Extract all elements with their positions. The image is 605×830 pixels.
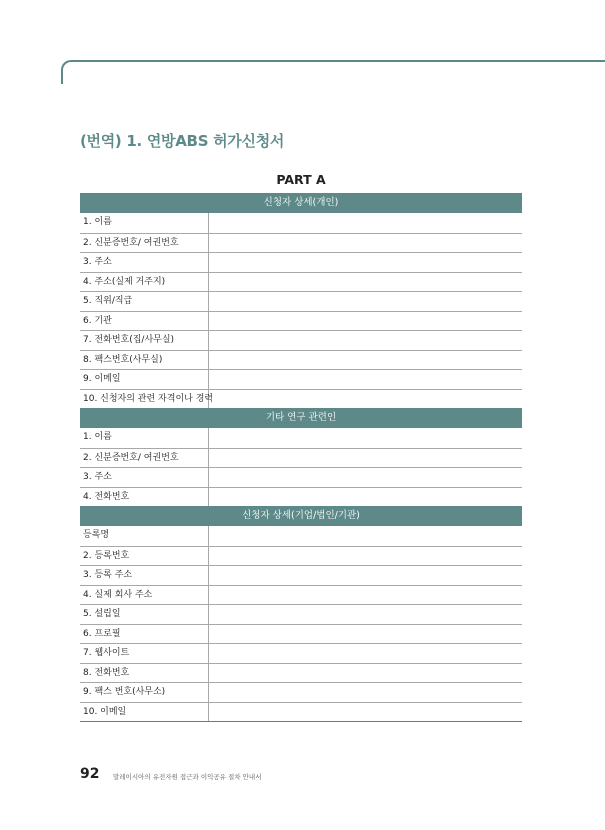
section-header-individual: 신청자 상세(개인)	[80, 193, 522, 213]
table-row	[80, 389, 522, 409]
field-label: 9. 팩스 번호(사무소)	[80, 683, 209, 702]
field-value	[209, 488, 522, 507]
table-row	[80, 643, 522, 663]
table-row	[80, 663, 522, 683]
table-row	[80, 526, 522, 546]
field-label: 3. 주소	[80, 253, 209, 272]
field-value	[209, 683, 522, 702]
field-label: 3. 등록 주소	[80, 566, 209, 585]
field-label: 7. 전화번호(집/사무실)	[80, 331, 209, 350]
table-row	[80, 330, 522, 350]
field-value	[209, 312, 522, 331]
field-label: 6. 프로필	[80, 625, 209, 644]
field-value	[209, 331, 522, 350]
table-row	[80, 311, 522, 331]
page-number: 92	[80, 766, 100, 782]
field-value	[209, 428, 522, 448]
field-value	[209, 644, 522, 663]
field-label: 4. 실제 회사 주소	[80, 586, 209, 605]
page-corner-decoration	[61, 60, 605, 84]
field-value	[209, 213, 522, 233]
field-label: 4. 전화번호	[80, 488, 209, 507]
table-row	[80, 487, 522, 507]
footer-text: 말레이시아의 유전자원 접근과 이익공유 절차 안내서	[113, 773, 262, 781]
field-label: 4. 주소(실제 거주지)	[80, 273, 209, 292]
field-value	[209, 526, 522, 546]
table-row	[80, 272, 522, 292]
field-label: 7. 웹사이트	[80, 644, 209, 663]
table-row	[80, 350, 522, 370]
field-label: 8. 전화번호	[80, 664, 209, 683]
field-label: 2. 신분증번호/ 여권번호	[80, 234, 209, 253]
field-value	[209, 547, 522, 566]
field-label: 10. 이메일	[80, 703, 209, 722]
field-value	[209, 253, 522, 272]
table-row	[80, 448, 522, 468]
table-row	[80, 291, 522, 311]
table-row	[80, 252, 522, 272]
field-value	[209, 586, 522, 605]
table-row	[80, 467, 522, 487]
table-row	[80, 565, 522, 585]
field-value	[209, 370, 522, 389]
table-row	[80, 369, 522, 389]
section-header-related-persons: 기타 연구 관련인	[80, 408, 522, 428]
field-label: 9. 이메일	[80, 370, 209, 389]
table-row	[80, 585, 522, 605]
field-label: 5. 설립일	[80, 605, 209, 624]
field-value	[209, 449, 522, 468]
table-row	[80, 213, 522, 233]
field-label: 3. 주소	[80, 468, 209, 487]
field-label: 1. 이름	[80, 213, 209, 233]
field-value	[209, 390, 522, 409]
field-label: 등록명	[80, 526, 209, 546]
table-row	[80, 604, 522, 624]
table-row	[80, 682, 522, 702]
application-form-table	[80, 193, 522, 722]
field-value	[209, 664, 522, 683]
table-row	[80, 546, 522, 566]
field-value	[209, 351, 522, 370]
field-value	[209, 234, 522, 253]
field-value	[209, 625, 522, 644]
page-title: (번역) 1. 연방ABS 허가신청서	[80, 132, 285, 150]
field-label: 1. 이름	[80, 428, 209, 448]
table-row	[80, 428, 522, 448]
field-value	[209, 468, 522, 487]
field-label: 8. 팩스번호(사무실)	[80, 351, 209, 370]
field-value	[209, 273, 522, 292]
part-heading: PART A	[276, 172, 326, 187]
field-label: 10. 신청자의 관련 자격이나 경력	[80, 390, 209, 409]
field-value	[209, 292, 522, 311]
section-header-organization: 신청자 상세(기업/법인/기관)	[80, 506, 522, 526]
field-value	[209, 703, 522, 722]
field-value	[209, 566, 522, 585]
field-label: 2. 신분증번호/ 여권번호	[80, 449, 209, 468]
field-label: 6. 기관	[80, 312, 209, 331]
field-value	[209, 605, 522, 624]
table-row	[80, 702, 522, 722]
field-label: 5. 직위/직급	[80, 292, 209, 311]
table-row	[80, 624, 522, 644]
field-label: 2. 등록번호	[80, 547, 209, 566]
table-row	[80, 233, 522, 253]
